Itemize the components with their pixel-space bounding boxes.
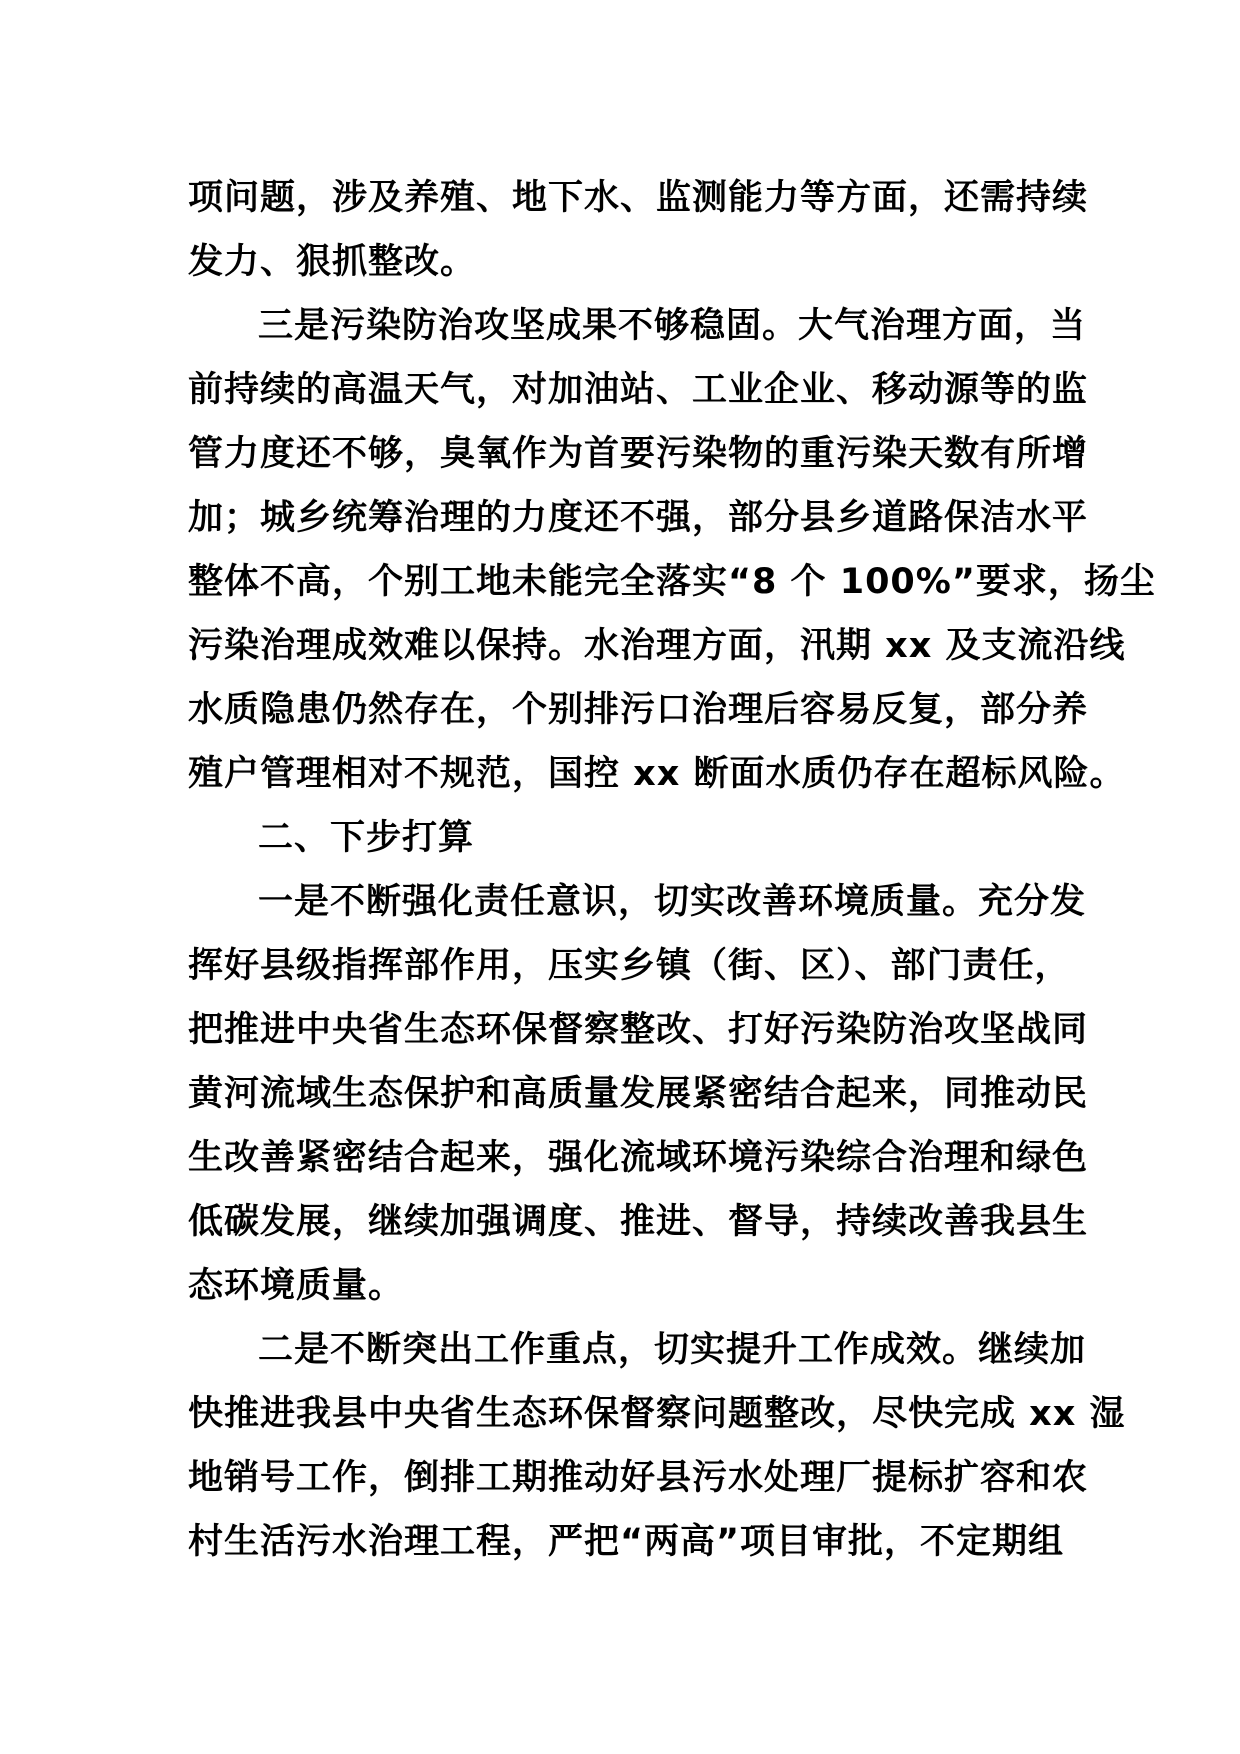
text-line: 污染治理成效难以保持。水治理方面，汛期 xx 及支流沿线: [188, 626, 1126, 666]
text-line: 项问题，涉及养殖、地下水、监测能力等方面，还需持续: [188, 178, 1089, 218]
text-line: 黄河流域生态保护和高质量发展紧密结合起来，同推动民: [188, 1074, 1089, 1114]
text-line: 快推进我县中央省生态环保督察问题整改，尽快完成 xx 湿: [188, 1394, 1126, 1434]
text-line: 殖户管理相对不规范，国控 xx 断面水质仍存在超标风险。: [188, 754, 1126, 794]
text-line: 村生活污水治理工程，严把“两高”项目审批，不定期组: [188, 1522, 1065, 1562]
text-line: 一是不断强化责任意识，切实改善环境质量。充分发: [258, 882, 1087, 922]
text-line: 挥好县级指挥部作用，压实乡镇（街、区）、部门责任，: [188, 946, 1071, 986]
text-line: 低碳发展，继续加强调度、推进、督导，持续改善我县生: [188, 1202, 1089, 1242]
text-line: 地销号工作，倒排工期推动好县污水处理厂提标扩容和农: [188, 1458, 1089, 1498]
text-line: 发力、狠抓整改。: [188, 242, 477, 282]
text-line: 生改善紧密结合起来，强化流域环境污染综合治理和绿色: [188, 1138, 1089, 1178]
document-page: [188, 166, 1156, 1574]
text-line: 三是污染防治攻坚成果不够稳固。大气治理方面，当: [258, 306, 1087, 346]
text-line: 管力度还不够，臭氧作为首要污染物的重污染天数有所增: [188, 434, 1089, 474]
text-line: 态环境质量。: [188, 1266, 405, 1306]
text-line: 前持续的高温天气，对加油站、工业企业、移动源等的监: [188, 370, 1089, 410]
text-line: 加；城乡统筹治理的力度还不强，部分县乡道路保洁水平: [188, 498, 1089, 538]
text-line: 把推进中央省生态环保督察整改、打好污染防治攻坚战同: [188, 1010, 1089, 1050]
section-heading: 二、下步打算: [258, 818, 475, 858]
text-line: 整体不高，个别工地未能完全落实“8 个 100%”要求，扬尘: [188, 562, 1156, 602]
text-line: 二是不断突出工作重点，切实提升工作成效。继续加: [258, 1330, 1087, 1370]
text-line: 水质隐患仍然存在，个别排污口治理后容易反复，部分养: [188, 690, 1089, 730]
